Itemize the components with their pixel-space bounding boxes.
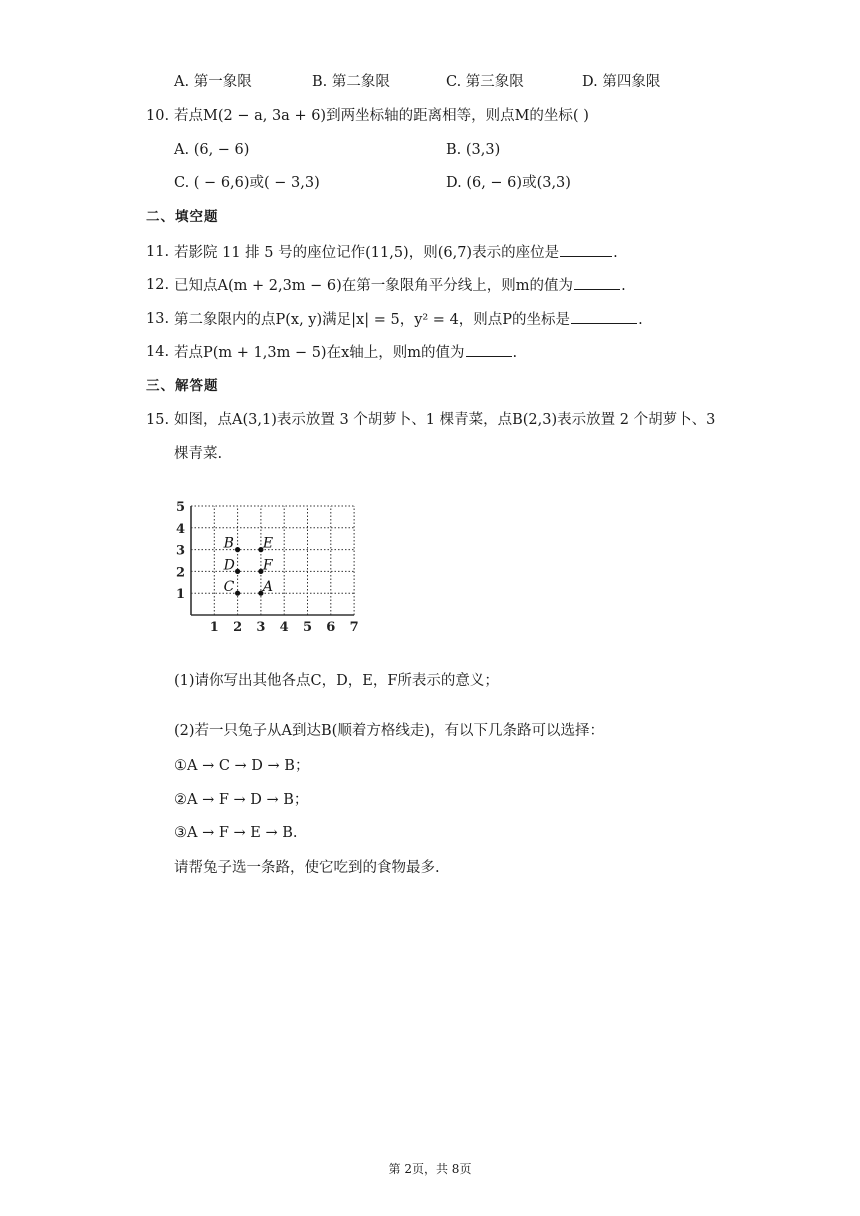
y-tick-label: 5 [175, 500, 185, 515]
q10-option-a: A. (6, − 6) [174, 142, 250, 158]
q9-option-d: D. 第四象限 [582, 74, 661, 90]
q13-text-after: . [638, 312, 643, 328]
page-footer: 第 2页，共 8页 [388, 1162, 472, 1176]
q9-option-c: C. 第三象限 [446, 74, 524, 90]
q13-number: 13. [146, 311, 170, 327]
q15-part2: (2)若一只兔子从A到达B(顺着方格线走)，有以下几条路可以选择： [174, 723, 604, 739]
q13-answer-blank[interactable] [571, 309, 637, 324]
q9-option-b: B. 第二象限 [312, 74, 390, 90]
q12-number: 12. [146, 277, 170, 293]
grid-points [223, 536, 274, 596]
q13-text-before: 第二象限内的点P(x, y)满足|x| = 5，y² = 4，则点P的坐标是 [174, 312, 571, 328]
y-tick-label: 3 [175, 543, 185, 559]
q14-answer-blank[interactable] [466, 342, 512, 357]
q10-option-d: D. (6, − 6)或(3,3) [446, 175, 571, 191]
q10-option-b: B. (3,3) [446, 142, 501, 158]
point-d-dot [235, 569, 240, 574]
point-b-label: B [223, 535, 234, 552]
q12-text [174, 275, 626, 296]
q10-option-c: C. ( − 6,6)或( − 3,3) [174, 175, 320, 191]
y-tick-label: 1 [175, 587, 185, 603]
q12-text-before: 已知点A(m + 2,3m − 6)在第一象限角平分线上，则m的值为 [174, 278, 574, 294]
q10-number: 10. [146, 108, 170, 124]
q15-number: 15. [146, 412, 170, 428]
point-a-label: A [262, 579, 274, 596]
x-tick-label: 5 [302, 620, 313, 635]
q15-part1: (1)请你写出其他各点C，D，E，F所表示的意义； [174, 673, 499, 689]
y-tick-label: 4 [175, 521, 185, 537]
q11-text-after: . [613, 245, 618, 261]
point-c-dot [235, 591, 240, 596]
x-tick-label: 4 [279, 620, 289, 635]
q15-route2: ②A → F → D → B； [174, 792, 309, 808]
q15-line2: 棵青菜. [174, 446, 223, 462]
q9-option-a: A. 第一象限 [174, 74, 252, 90]
x-tick-label: 6 [326, 620, 336, 635]
q13-text [174, 309, 643, 330]
q14-number: 14. [146, 344, 170, 360]
q14-text-after: . [512, 345, 518, 361]
q15-closing: 请帮兔子选一条路，使它吃到的食物最多. [174, 860, 440, 876]
point-b-dot [235, 547, 240, 552]
q11-answer-blank[interactable] [560, 242, 612, 257]
q11-text-before: 若影院 11 排 5 号的座位记作(11,5)，则(6,7)表示的座位是 [174, 245, 560, 261]
point-f-label: F [262, 557, 273, 574]
coordinate-grid-figure [170, 498, 370, 638]
q12-answer-blank[interactable] [574, 275, 620, 290]
section-title-solutions: 三、解答题 [146, 378, 219, 394]
y-tick-label: 2 [175, 565, 185, 581]
q12-text-after: . [621, 278, 626, 294]
q15-route1: ①A → C → D → B； [174, 758, 310, 774]
section-title-fill-in: 二、填空题 [146, 209, 219, 225]
q15-line1: 如图，点A(3,1)表示放置 3 个胡萝卜、1 棵青菜，点B(2,3)表示放置 2 个胡萝卜、3 [174, 412, 716, 428]
q15-route3: ③A → F → E → B. [174, 825, 298, 841]
q11-text [174, 242, 618, 263]
q14-text-before: 若点P(m + 1,3m − 5)在x轴上，则m的值为 [174, 345, 465, 361]
q11-number: 11. [146, 244, 170, 260]
x-tick-label: 2 [233, 620, 243, 635]
x-tick-label: 3 [256, 620, 266, 635]
x-tick-label: 7 [349, 620, 359, 635]
point-c-label: C [223, 579, 235, 596]
q10-text: 若点M(2 − a, 3a + 6)到两坐标轴的距离相等，则点M的坐标( ) [174, 108, 589, 124]
point-e-label: E [262, 535, 274, 552]
q14-text [174, 342, 517, 363]
point-d-label: D [223, 557, 235, 574]
x-tick-label: 1 [209, 620, 219, 635]
